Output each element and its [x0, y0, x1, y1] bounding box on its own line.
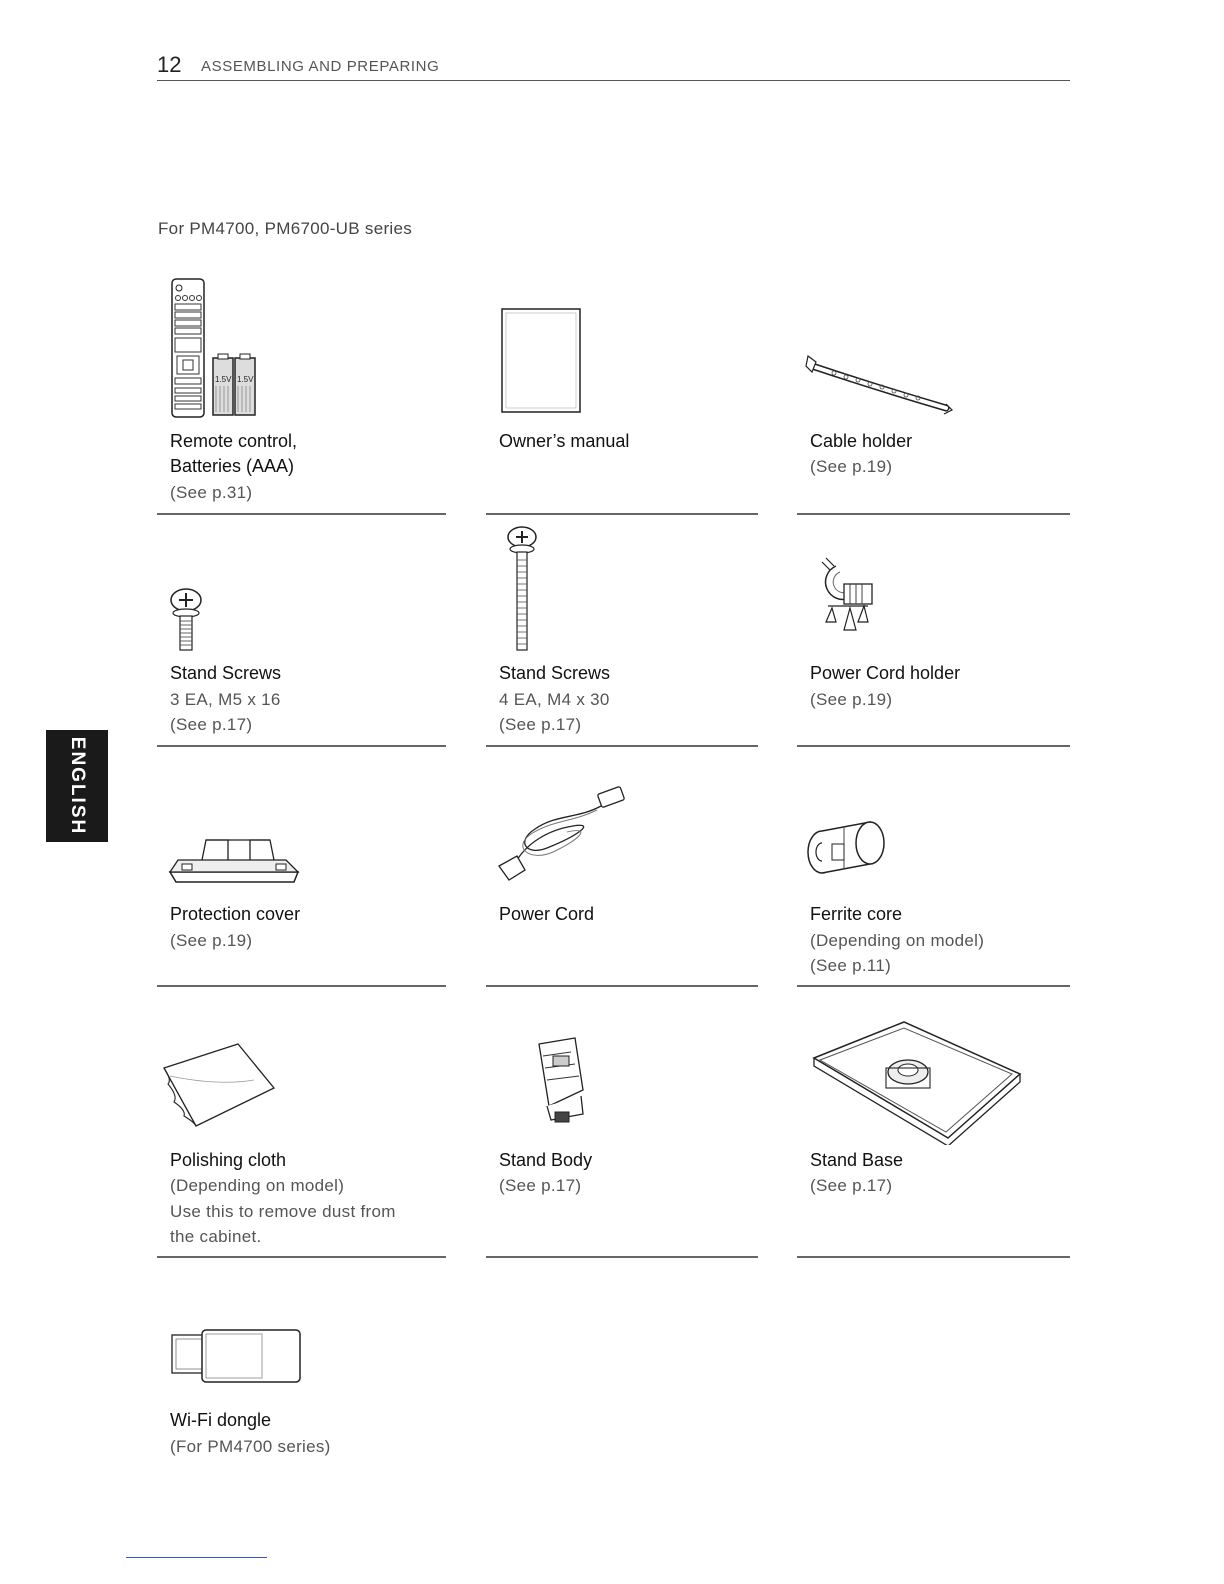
section-title: ASSEMBLING AND PREPARING [201, 58, 440, 75]
item-detail-2: Use this to remove dust from [170, 1202, 396, 1221]
page-header [157, 52, 1070, 81]
item-name: Power Cord holder [810, 663, 961, 683]
item-name: Protection cover [170, 904, 301, 924]
remote-control-batteries-icon [158, 276, 278, 421]
series-note: For PM4700, PM6700-UB series [158, 219, 413, 238]
stand-screw-long-icon [487, 522, 607, 657]
item-detail: (Depending on model) [170, 1176, 345, 1195]
stand-body-icon [487, 1010, 627, 1145]
separator [486, 513, 758, 515]
ferrite-core-icon [798, 764, 918, 899]
item-power-cord [487, 764, 762, 984]
item-detail: (See p.31) [170, 483, 253, 502]
battery-label-1: 1.5V [215, 375, 232, 384]
separator [486, 985, 758, 987]
item-detail: (See p.19) [810, 690, 893, 709]
item-stand-screws-short [158, 522, 448, 742]
polishing-cloth-icon [158, 1010, 298, 1145]
page-number: 12 [157, 52, 182, 77]
separator [486, 745, 758, 747]
wifi-dongle-icon [158, 1310, 318, 1390]
item-detail: 4 EA, M4 x 30 [499, 690, 610, 709]
item-name: Remote control, [170, 431, 298, 451]
item-name: Polishing cloth [170, 1150, 287, 1170]
item-name: Ferrite core [810, 904, 903, 924]
item-remote-control [158, 276, 448, 506]
item-detail: 3 EA, M5 x 16 [170, 690, 281, 709]
separator [157, 985, 446, 987]
battery-label-2: 1.5V [237, 375, 254, 384]
cable-holder-icon [798, 276, 958, 421]
item-cable-holder [798, 276, 1073, 506]
item-detail-2: (See p.11) [810, 956, 892, 975]
item-detail-3: the cabinet. [170, 1227, 262, 1246]
item-detail-2: (See p.17) [170, 715, 253, 734]
language-tab-label: ENGLISH [67, 736, 88, 836]
separator [797, 745, 1070, 747]
item-stand-body [487, 1010, 762, 1250]
stand-base-icon [798, 1010, 1028, 1145]
separator [157, 513, 446, 515]
separator [157, 745, 446, 747]
item-detail: (See p.19) [810, 457, 893, 476]
item-name: Cable holder [810, 431, 913, 451]
item-stand-base [798, 1010, 1073, 1250]
item-ferrite-core [798, 764, 1073, 984]
item-name: Stand Screws [170, 663, 282, 683]
separator [157, 1256, 446, 1258]
item-polishing-cloth [158, 1010, 448, 1250]
item-detail: (See p.19) [170, 931, 253, 950]
item-detail: (See p.17) [499, 1176, 582, 1195]
item-name: Power Cord [499, 904, 595, 924]
separator [797, 513, 1070, 515]
item-name: Stand Screws [499, 663, 611, 683]
item-protection-cover [158, 764, 448, 984]
item-name-line2: Batteries (AAA) [170, 456, 295, 476]
item-power-cord-holder [798, 522, 1073, 742]
item-wifi-dongle [158, 1310, 448, 1460]
language-tab [46, 730, 108, 842]
power-cord-holder-icon [798, 522, 918, 657]
bottom-rule [126, 1557, 267, 1558]
item-detail-2: (See p.17) [499, 715, 582, 734]
item-detail: (For PM4700 series) [170, 1437, 331, 1456]
item-name: Owner’s manual [499, 431, 630, 451]
item-detail: (See p.17) [810, 1176, 893, 1195]
item-name: Stand Base [810, 1150, 904, 1170]
separator [797, 985, 1070, 987]
separator [486, 1256, 758, 1258]
item-name: Wi-Fi dongle [170, 1410, 272, 1430]
item-stand-screws-long [487, 522, 762, 742]
protection-cover-icon [158, 764, 318, 899]
separator [797, 1256, 1070, 1258]
owners-manual-icon [487, 276, 607, 421]
stand-screw-short-icon [158, 522, 278, 657]
item-owners-manual [487, 276, 762, 506]
power-cord-icon [487, 764, 657, 899]
item-detail: (Depending on model) [810, 931, 985, 950]
item-name: Stand Body [499, 1150, 593, 1170]
